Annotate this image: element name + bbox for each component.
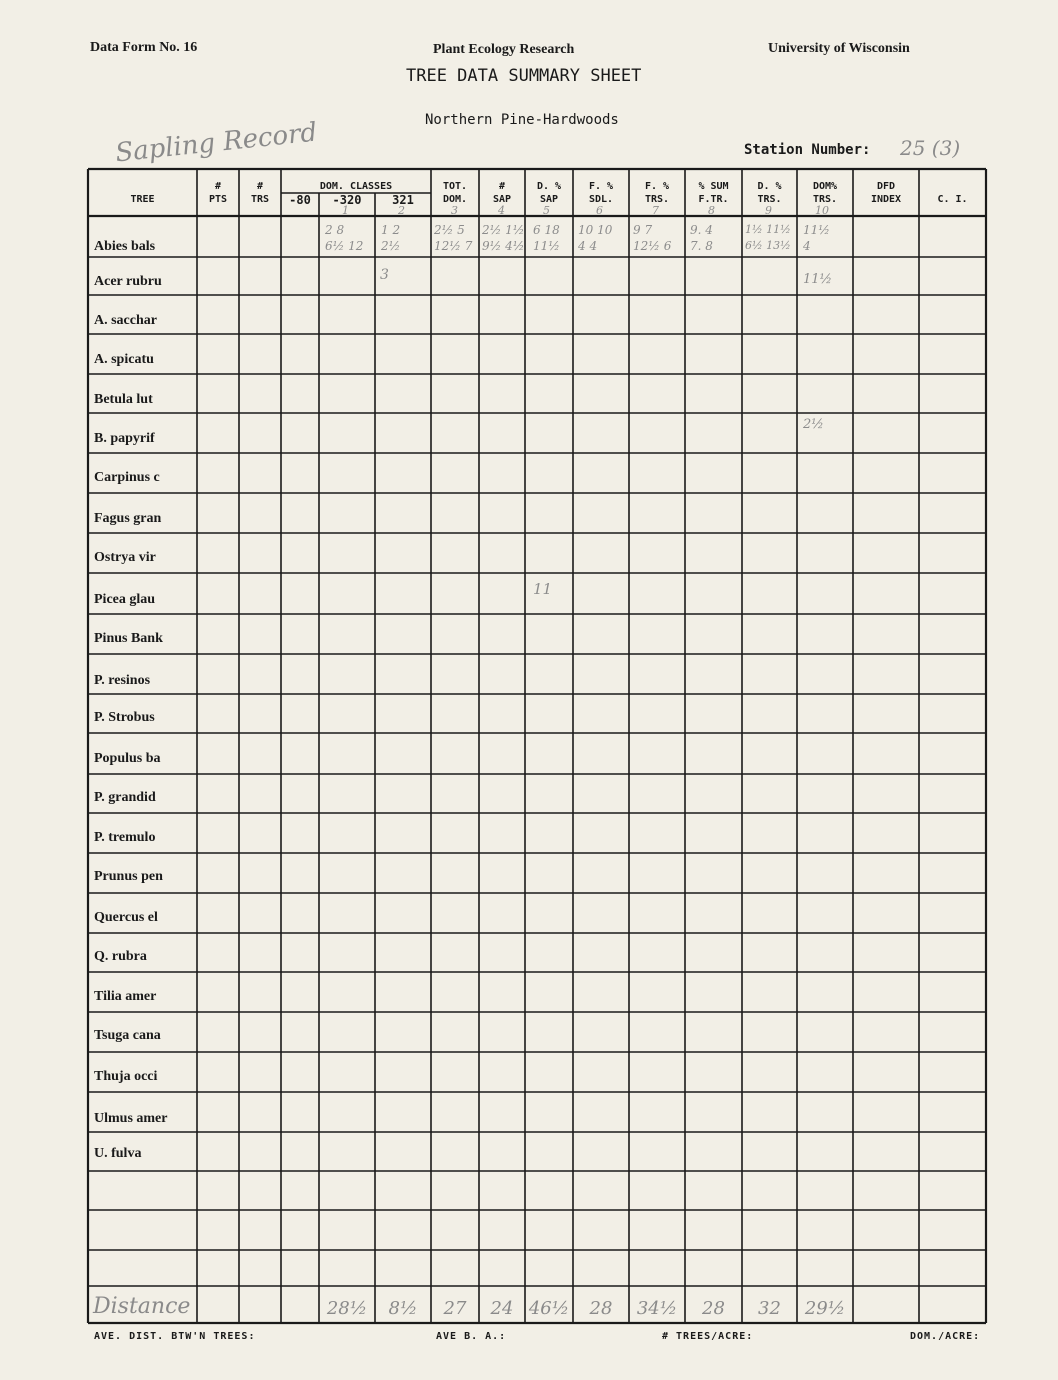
col-sap <box>479 180 525 206</box>
col-f-trs-1: F. % <box>644 181 670 192</box>
abies-domtrs-b: 4 <box>803 239 811 253</box>
distance-ftrs: 34½ <box>636 1298 678 1319</box>
distance-dsap: 46½ <box>528 1298 570 1319</box>
colnum-2: 2 <box>398 204 405 217</box>
abies-ftrs-b: 12½ 6 <box>633 239 672 253</box>
species-label: A. sacchar <box>94 313 157 328</box>
abies-sumftr-a: 9. 4 <box>690 223 713 237</box>
abies-totdom-b: 12½ 7 <box>434 239 473 253</box>
col-ci: C. I. <box>937 194 968 205</box>
col-sap-2: SAP <box>492 194 512 205</box>
species-label: Fagus gran <box>94 511 162 526</box>
col-d-trs-1: D. % <box>757 181 782 192</box>
col-tree: TREE <box>130 194 155 205</box>
col-sum-ftr-2: F.TR. <box>698 194 729 205</box>
abies-ftrs-a: 9 7 <box>633 223 653 237</box>
species-label: Tsuga cana <box>94 1028 161 1043</box>
col-sum-ftr-1: % SUM <box>698 181 729 192</box>
species-label: P. Strobus <box>94 710 155 725</box>
colnum-6: 6 <box>596 204 603 217</box>
species-label: Picea glau <box>94 592 156 607</box>
form-number: Data Form No. 16 <box>90 40 198 55</box>
col-dom-trs-2: TRS. <box>812 194 838 205</box>
footer-dom-acre: DOM./ACRE: <box>910 1331 981 1342</box>
species-label: Thuja occi <box>94 1069 158 1084</box>
abies-sumftr-b: 7. 8 <box>690 239 713 253</box>
col-f-sdl <box>573 180 629 206</box>
col-d-trs-2: TRS. <box>757 194 782 205</box>
col-dfd-1: DFD <box>876 181 896 192</box>
col-dfd <box>853 180 919 206</box>
species-label: Prunus pen <box>94 869 163 884</box>
organization: Plant Ecology Research <box>433 42 575 57</box>
abies-dom320-b: 6½ 12 <box>325 239 364 253</box>
col-d-sap-2: SAP <box>539 194 559 205</box>
col-f-sdl-1: F. % <box>588 181 614 192</box>
abies-fsdl-b: 4 4 <box>578 239 598 253</box>
col-dom-trs <box>797 180 853 206</box>
col-f-trs-2: TRS. <box>644 194 670 205</box>
species-label: Quercus el <box>94 910 158 925</box>
acer-domtrs: 11½ <box>803 272 833 287</box>
col-tot-dom-1: TOT. <box>442 181 468 192</box>
sheet-subtitle: Northern Pine-Hardwoods <box>425 112 619 128</box>
distance-totdom: 27 <box>443 1298 467 1319</box>
footer-ave-dist: AVE. DIST. BTW'N TREES: <box>94 1331 256 1342</box>
papyrif-domtrs: 2½ <box>803 417 824 432</box>
abies-dom320-a: 2 8 <box>325 223 345 237</box>
species-label: Populus ba <box>94 751 161 766</box>
distance-label: Distance <box>93 1294 191 1319</box>
col-tot-dom <box>431 180 479 206</box>
col-d-sap-1: D. % <box>536 181 562 192</box>
abies-dsap-b: 11½ <box>533 239 560 253</box>
handwritten-label: Sapling Record <box>113 117 319 169</box>
col-sum-ftr <box>685 180 742 206</box>
col-sap-1: # <box>498 181 506 192</box>
col-tot-dom-2: DOM. <box>442 194 468 205</box>
colnum-1: 1 <box>342 204 349 217</box>
footer-ave-ba: AVE B. A.: <box>436 1331 507 1342</box>
col-dom-classes: DOM. CLASSES <box>319 181 393 192</box>
colnum-9: 9 <box>765 204 772 217</box>
species-label: Acer rubru <box>94 274 162 289</box>
col-pts <box>197 180 239 206</box>
distance-fsdl: 28 <box>589 1298 613 1319</box>
abies-dtrs-b: 6½ 13½ <box>745 239 791 252</box>
abies-fsdl-a: 10 10 <box>578 223 613 237</box>
abies-dtrs-a: 1½ 11½ <box>745 223 791 236</box>
distance-sap: 24 <box>490 1298 514 1319</box>
col-trs-1: # <box>256 181 264 192</box>
species-label: A. spicatu <box>94 352 154 367</box>
species-label: U. fulva <box>94 1146 142 1161</box>
abies-dom321-b: 2½ <box>381 239 401 253</box>
sheet-title: TREE DATA SUMMARY SHEET <box>406 66 642 86</box>
abies-sap-b: 9½ 4½ <box>482 239 525 253</box>
abies-totdom-a: 2½ 5 <box>434 223 465 237</box>
col-dom-320: -320 <box>332 193 362 207</box>
abies-dsap-a: 6 18 <box>533 223 560 237</box>
distance-domtrs: 29½ <box>804 1298 846 1319</box>
col-trs-2: TRS <box>250 194 270 205</box>
species-label: Ulmus amer <box>94 1111 168 1126</box>
species-label: Ostrya vir <box>94 550 156 565</box>
picea-dsap: 11 <box>533 580 553 598</box>
col-trs <box>239 180 281 206</box>
colnum-3: 3 <box>451 204 458 217</box>
abies-domtrs-a: 11½ <box>803 223 830 237</box>
species-label: Q. rubra <box>94 949 147 964</box>
university: University of Wisconsin <box>768 41 910 56</box>
col-dfd-2: INDEX <box>870 194 902 205</box>
col-f-sdl-2: SDL. <box>588 194 614 205</box>
distance-dtrs: 32 <box>758 1298 781 1319</box>
species-label: P. tremulo <box>94 830 156 845</box>
col-d-trs <box>742 180 797 206</box>
col-f-trs <box>629 180 685 206</box>
col-dom-80: -80 <box>289 193 311 207</box>
species-label: P. grandid <box>94 790 156 805</box>
footer-trees-acre: # TREES/ACRE: <box>662 1331 754 1342</box>
colnum-10: 10 <box>815 204 829 217</box>
col-d-sap <box>525 180 573 206</box>
species-label: Pinus Bank <box>94 631 163 646</box>
station-value: 25 (3) <box>900 136 961 160</box>
species-label: Tilia amer <box>94 989 157 1004</box>
col-dom-321: 321 <box>392 193 414 207</box>
species-label: Abies bals <box>94 239 156 254</box>
abies-dom321-a: 1 2 <box>381 223 401 237</box>
species-label: B. papyrif <box>94 431 155 446</box>
distance-dom321: 8½ <box>388 1298 418 1319</box>
colnum-4: 4 <box>498 204 505 217</box>
col-pts-1: # <box>214 181 222 192</box>
acer-dom321: 3 <box>380 267 389 283</box>
colnum-8: 8 <box>708 204 715 217</box>
distance-dom320: 28½ <box>326 1298 368 1319</box>
col-pts-2: PTS <box>208 194 228 205</box>
colnum-7: 7 <box>652 204 659 217</box>
abies-sap-a: 2½ 1½ <box>482 223 525 237</box>
species-label: Betula lut <box>94 392 153 407</box>
colnum-5: 5 <box>543 204 550 217</box>
species-label: P. resinos <box>94 673 151 688</box>
col-dom-trs-1: DOM% <box>812 181 838 192</box>
distance-sumftr: 28 <box>702 1298 725 1319</box>
station-label: Station Number: <box>744 142 871 158</box>
species-label: Carpinus c <box>94 470 160 485</box>
